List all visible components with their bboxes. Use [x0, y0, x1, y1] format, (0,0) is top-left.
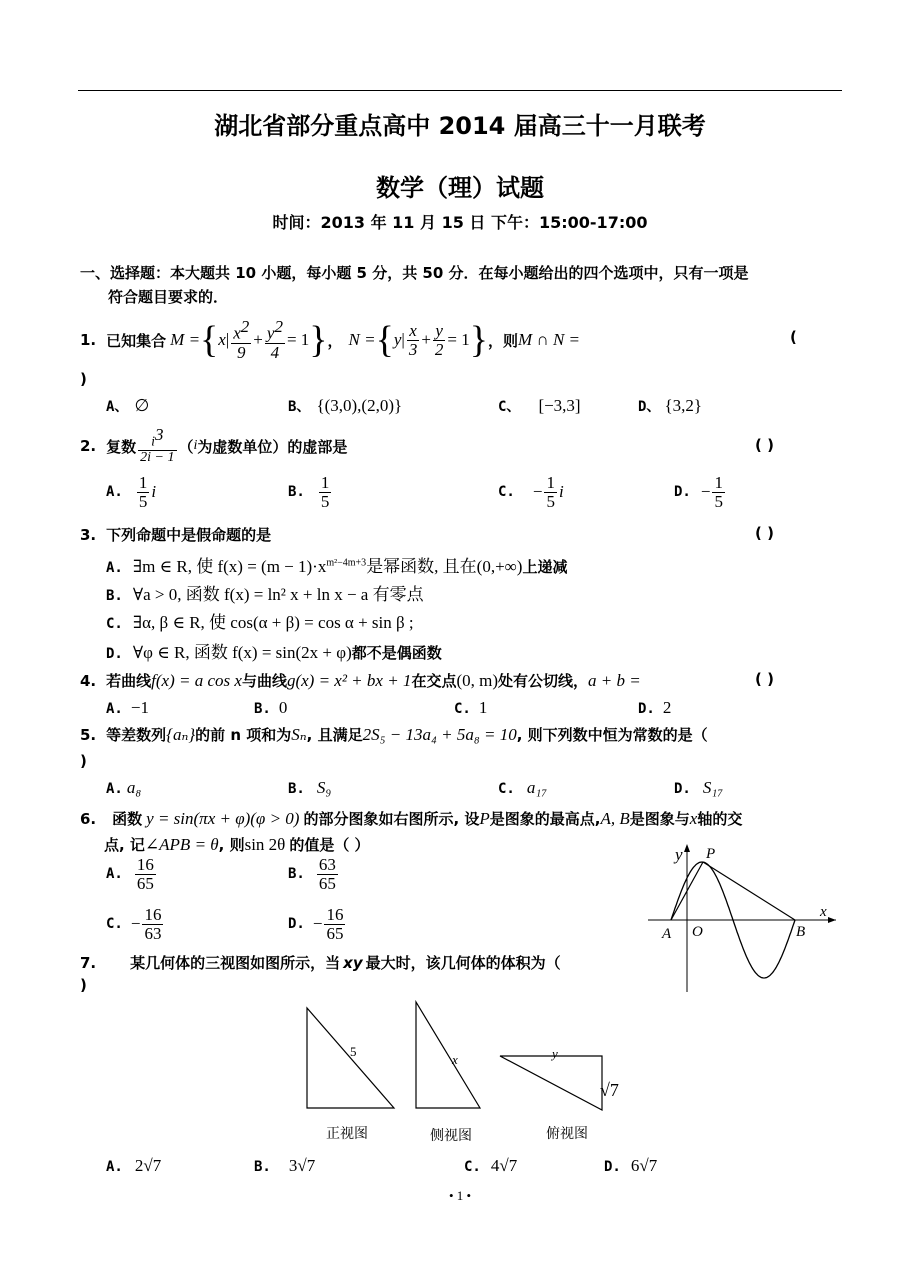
- q1-text2: ，则: [488, 331, 519, 350]
- q1-option-b[interactable]: B、 {(3,0),(2,0)}: [288, 396, 403, 415]
- question-1: 1. 已知集合 M = { x | $\frac{x^2}{9}$ + $\frac{y^2}{4}$ = 1 } ， N = { y | $\frac{x}{3}$ + $\frac{y}{2}$ = 1 } ，则 M ∩ N =: [80, 317, 581, 362]
- q1-brace-open: {: [200, 319, 219, 361]
- top-view-caption: 俯视图: [546, 1127, 588, 1142]
- q1-setM-var: x: [218, 330, 226, 349]
- q1-option-a[interactable]: A、 ∅: [106, 396, 150, 415]
- q7-option-b[interactable]: B. 3√7: [254, 1156, 316, 1175]
- q2-text2: 为虚数单位）的虚部是: [197, 437, 348, 456]
- q7-option-c[interactable]: C. 4√7: [464, 1156, 518, 1175]
- q1-setN-var: y: [393, 330, 402, 349]
- graph-label-B: B: [796, 924, 806, 940]
- q5-option-c[interactable]: C. a₁₇: [498, 778, 548, 797]
- graph-label-x: x: [820, 904, 827, 920]
- exam-title: 湖北省部分重点高中 2014 届高三十一月联考: [214, 112, 706, 140]
- q3-paren: ( ): [755, 524, 774, 542]
- q1-frac-x-3: $\frac{x}{3}$: [408, 320, 418, 359]
- q3-option-b[interactable]: B. ∀a > 0, 函数 f(x) = ln² x + ln x − a 有零点: [106, 585, 424, 604]
- q3-option-d[interactable]: D. ∀φ ∈ R, 函数 f(x) = sin(2x + φ)都不是偶函数: [106, 643, 442, 662]
- question-4: 4. 若曲线f(x) = a cos x与曲线g(x) = x² + bx + 1在交点(0, m)处有公切线，a + b =: [80, 671, 641, 690]
- y-axis-arrow-icon: [684, 844, 690, 852]
- graph-label-P: P: [706, 846, 716, 862]
- q5-option-a[interactable]: A. a₈: [106, 778, 142, 797]
- q5-option-b[interactable]: B. S₉: [288, 778, 332, 797]
- q4-option-b[interactable]: B. 0: [254, 698, 288, 717]
- q1-frac-y-2: $\frac{y}{2}$: [434, 320, 444, 359]
- exam-time: 时间：2013 年 11 月 15 日 下午：15:00-17:00: [272, 213, 648, 232]
- side-view-caption: 侧视图: [430, 1129, 472, 1144]
- three-views-figure: [296, 1000, 636, 1144]
- q1-option-d[interactable]: D、 {3,2}: [638, 396, 703, 415]
- q3-option-a[interactable]: A. ∃m ∈ R, 使 $f(x) = (m - 1)\cdot x^{m^2-4m+3}$是幂函数, 且在(0,+∞)上递减: [106, 557, 568, 576]
- q6-option-b[interactable]: B. $\frac{63}{65}$: [288, 855, 336, 893]
- q1-M: M =: [170, 330, 201, 349]
- graph-label-O: O: [692, 924, 703, 940]
- q1-frac-x2-9: $\frac{x^2}{9}$: [233, 317, 250, 362]
- q7-option-a[interactable]: A. 2√7: [106, 1156, 162, 1175]
- graph-label-y: y: [675, 845, 683, 864]
- q1-option-c[interactable]: C、 [−3,3]: [498, 396, 581, 415]
- q1-paren-open: (: [790, 328, 797, 346]
- q1-setM-eq: = 1: [286, 330, 310, 349]
- sine-graph: [640, 840, 840, 1000]
- section-heading: 一、选择题：本大题共 10 小题，每小题 5 分，共 50 分．在每小题给出的四个选项中，只有一项是: [80, 264, 749, 282]
- question-5: 5. 等差数列{aₙ}的前 n 项和为Sₙ, 且满足2S₅ − 13a₄ + 5a₈ = 10, 则下列数中恒为常数的是（: [80, 725, 708, 744]
- question-6-cont: 点, 记∠APB = θ, 则sin 2θ 的值是（ ）: [104, 835, 370, 854]
- side-view-triangle: [416, 1002, 480, 1108]
- q6-option-c[interactable]: C. − $\frac{16}{63}$: [106, 905, 162, 943]
- q2-number: 2.: [80, 437, 97, 455]
- q5-option-d[interactable]: D. S₁₇: [674, 778, 724, 797]
- q5-paren-close: ): [80, 752, 87, 770]
- graph-label-A: A: [662, 926, 672, 942]
- q4-paren: ( ): [755, 670, 774, 688]
- top-view-triangle: [500, 1056, 602, 1110]
- q2-option-c[interactable]: C. − $\frac{1}{5}$ i: [498, 473, 564, 511]
- q4-option-d[interactable]: D. 2: [638, 698, 672, 717]
- q2-fraction: $\frac{i^3}{2i - 1}$: [140, 424, 175, 466]
- q1-text: 已知集合: [106, 331, 167, 350]
- q6-option-a[interactable]: A. $\frac{16}{65}$: [106, 855, 154, 893]
- q2-option-b[interactable]: B. $\frac{1}{5}$: [288, 473, 330, 511]
- section-heading-cont: 符合题目要求的．: [108, 288, 229, 306]
- x-axis-arrow-icon: [828, 917, 836, 923]
- q1-paren-close: ): [80, 370, 87, 388]
- q2-text: 复数: [106, 437, 137, 456]
- question-7: 7. 某几何体的三视图如图所示，当 xy 最大时，该几何体的体积为（: [80, 954, 561, 972]
- q1-N: N =: [348, 330, 376, 349]
- top-view-label: y: [552, 1046, 558, 1061]
- q1-comma: ，: [327, 331, 343, 350]
- q4-option-a[interactable]: A. −1: [106, 698, 149, 717]
- front-view-label: 5: [350, 1044, 357, 1059]
- q2-paren: ( ): [755, 436, 774, 454]
- top-view-sqrt-label: √7: [600, 1080, 619, 1100]
- exam-subtitle: 数学（理）试题: [376, 174, 544, 202]
- question-3: 3. 下列命题中是假命题的是: [80, 526, 272, 544]
- front-view-caption: 正视图: [326, 1127, 368, 1142]
- top-rule: [78, 90, 842, 91]
- question-2: 2. 复数 $\frac{i^3}{2i - 1}$ （ i 为虚数单位）的虚部是: [80, 424, 348, 466]
- q2-option-d[interactable]: D. − $\frac{1}{5}$: [674, 473, 723, 511]
- q1-number: 1.: [80, 331, 97, 349]
- question-6: 6. 函数 y = sin(πx + φ)(φ > 0) 的部分图象如右图所示, 设P是图象的最高点,A, B是图象与x轴的交: [80, 809, 743, 828]
- q7-paren-close: ): [80, 976, 87, 994]
- q2-option-a[interactable]: A. $\frac{1}{5}$ i: [106, 473, 157, 511]
- q1-setN-eq: = 1: [447, 330, 470, 349]
- q1-brace-close: }: [309, 319, 328, 361]
- q1-frac-y2-4: $\frac{y^2}{4}$: [266, 317, 283, 362]
- q4-option-c[interactable]: C. 1: [454, 698, 488, 717]
- segment-PB: [703, 862, 795, 920]
- q3-option-c[interactable]: C. ∃α, β ∈ R, 使 cos(α + β) = cos α + sin β ;: [106, 613, 414, 632]
- q6-option-d[interactable]: D. − $\frac{16}{65}$: [288, 905, 344, 943]
- page-number: • 1 •: [448, 1188, 472, 1203]
- side-view-label: x: [452, 1052, 458, 1067]
- q7-option-d[interactable]: D. 6√7: [604, 1156, 658, 1175]
- q1-expr: M ∩ N =: [518, 330, 581, 349]
